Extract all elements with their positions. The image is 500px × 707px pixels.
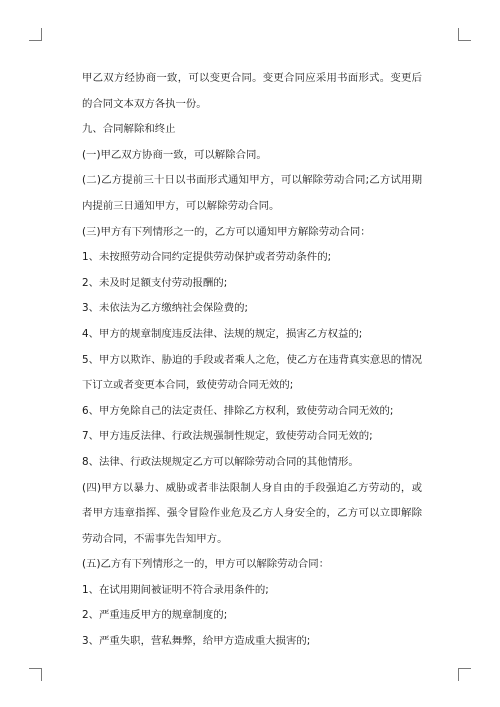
list-item-3-8: 8、法律、行政法规规定乙方可以解除劳动合同的其他情形。 <box>82 455 359 468</box>
list-item-5-2: 2、严重违反甲方的规章制度的; <box>82 609 228 622</box>
list-item-3-4: 4、甲方的规章制度违反法律、法规的规定，损害乙方权益的; <box>82 327 363 340</box>
crop-mark-top-right <box>458 28 471 41</box>
list-item-3-6: 6、甲方免除自己的法定责任、排除乙方权利，致使劳动合同无效的; <box>82 404 394 417</box>
document-body <box>82 66 422 655</box>
crop-mark-bottom-right <box>458 668 471 681</box>
crop-mark-top-left <box>29 28 42 41</box>
paragraph-clause-5: (五)乙方有下列情形之一的，甲方可以解除劳动合同： <box>82 558 330 571</box>
list-item-3-3: 3、未依法为乙方缴纳社会保险费的; <box>82 302 248 315</box>
list-item-3-5: 5、甲方以欺诈、胁迫的手段或者乘人之危，使乙方在违背真实意思的情况下订立或者变更本合同，致使劳动合同无效的; <box>82 353 422 392</box>
list-item-3-7: 7、甲方违反法律、行政法规强制性规定，致使劳动合同无效的; <box>82 430 373 443</box>
section-heading-termination: 九、合同解除和终止 <box>82 123 176 136</box>
list-item-5-1: 1、在试用期间被证明不符合录用条件的; <box>82 583 269 596</box>
paragraph-clause-3: (三)甲方有下列情形之一的，乙方可以通知甲方解除劳动合同： <box>82 225 371 238</box>
list-item-3-2: 2、未及时足额支付劳动报酬的; <box>82 276 228 289</box>
list-item-3-1: 1、未按照劳动合同约定提供劳动保护或者劳动条件的; <box>82 251 332 264</box>
paragraph-clause-2: (二)乙方提前三十日以书面形式通知甲方，可以解除劳动合同;乙方试用期内提前三日通知甲方，可以解除劳动合同。 <box>82 174 422 212</box>
crop-mark-bottom-left <box>29 668 42 681</box>
list-item-5-3: 3、严重失职，营私舞弊，给甲方造成重大损害的; <box>82 635 311 648</box>
paragraph-clause-4: (四)甲方以暴力、威胁或者非法限制人身自由的手段强迫乙方劳动的，或者甲方违章指挥、强令冒险作业危及乙方人身安全的，乙方可以立即解除劳动合同，不需事先告知甲方。 <box>82 481 422 545</box>
paragraph-contract-change: 甲乙双方经协商一致，可以变更合同。变更合同应采用书面形式。变更后的合同文本双方各执一份。 <box>82 72 422 110</box>
paragraph-clause-1: (一)甲乙双方协商一致，可以解除合同。 <box>82 148 267 161</box>
